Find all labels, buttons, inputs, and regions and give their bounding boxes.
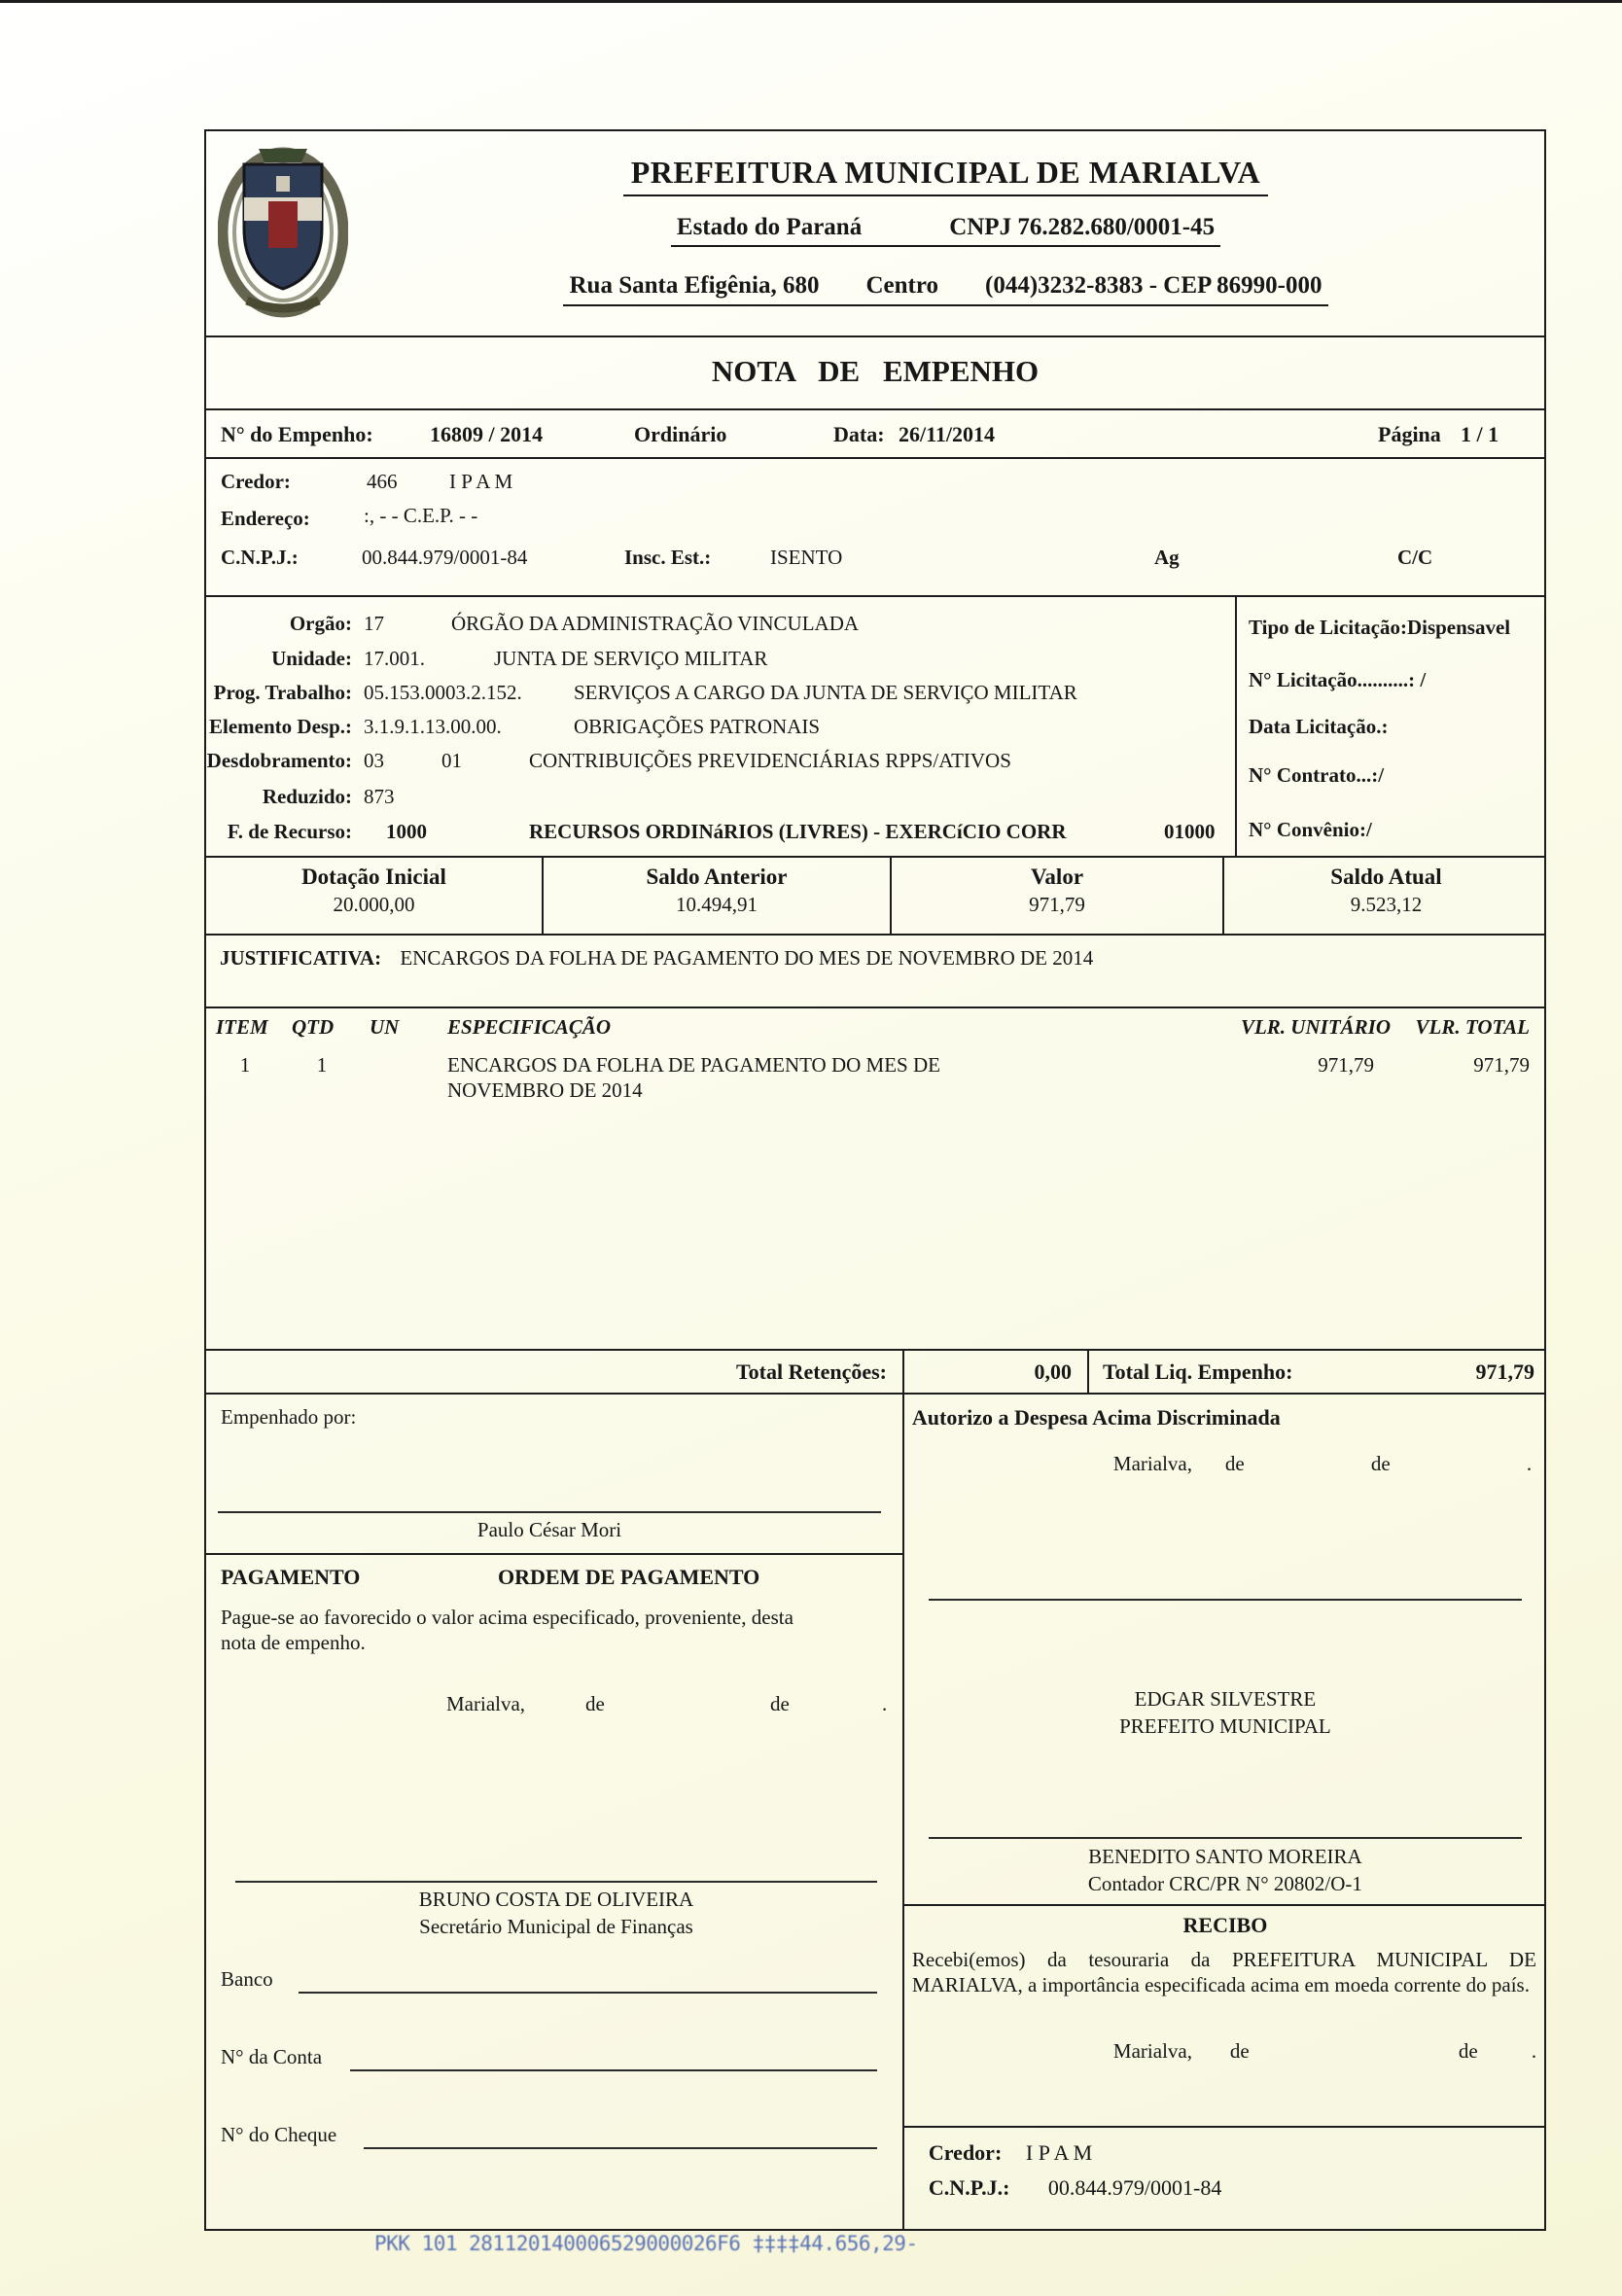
data-licitacao: Data Licitação.: xyxy=(1249,715,1389,738)
orgao-code: 17 xyxy=(364,612,384,635)
unidade-desc: JUNTA DE SERVIÇO MILITAR xyxy=(494,647,768,670)
empenho-number: 16809 / 2014 xyxy=(430,422,544,446)
recibo-credor-value: I P A M xyxy=(1025,2140,1093,2165)
endereco-value: :, - - C.E.P. - - xyxy=(364,504,478,527)
credor-block xyxy=(206,459,1544,597)
cell-un xyxy=(360,1052,436,1104)
saldos-col-anterior xyxy=(542,858,890,934)
signature-line xyxy=(235,1881,877,1883)
coat-of-arms-icon xyxy=(218,137,348,326)
agencia-label: Ag xyxy=(1154,546,1180,569)
saldos-col-valor xyxy=(890,858,1222,934)
fonte-recurso-aux-code: 01000 xyxy=(1164,820,1216,843)
desdobramento-desc: CONTRIBUIÇÕES PREVIDENCIÁRIAS RPPS/ATIVOS xyxy=(529,749,1011,772)
page-label: Página xyxy=(1378,422,1441,446)
empenho-date-label: Data: xyxy=(833,422,885,446)
desdobramento-code: 03 xyxy=(364,749,384,772)
recibo-cnpj-label: C.N.P.J.: xyxy=(928,2175,1010,2200)
recibo-credor-label: Credor: xyxy=(928,2140,1003,2165)
header-line2 xyxy=(671,212,1220,247)
fonte-recurso-label: F. de Recurso: xyxy=(227,820,352,843)
header-text xyxy=(362,131,1530,306)
desdobramento-code2: 01 xyxy=(441,749,462,772)
credor-label: Credor: xyxy=(221,470,291,493)
org-district: Centro xyxy=(865,272,938,300)
city-line-de: de xyxy=(770,1692,790,1715)
total-liquido-value: 971,79 xyxy=(1475,1359,1534,1384)
cell-vlr-unitario: 971,79 xyxy=(1318,1053,1374,1077)
fonte-recurso-code: 1000 xyxy=(386,820,427,843)
licitacao-box xyxy=(1235,597,1548,858)
empenho-date: 26/11/2014 xyxy=(899,422,996,446)
org-name: PREFEITURA MUNICIPAL DE MARIALVA xyxy=(623,153,1268,196)
signature-line xyxy=(929,1837,1522,1839)
desdobramento-label: Desdobramento: xyxy=(206,749,352,772)
header-line3 xyxy=(563,270,1327,305)
scan-edge-artifact xyxy=(0,0,1622,3)
cell-value: 10.494,91 xyxy=(676,892,758,916)
numero-cheque-label: N° do Cheque xyxy=(221,2123,337,2146)
bottom-right-column xyxy=(904,1395,1544,2229)
ordem-pagamento-title: ORDEM DE PAGAMENTO xyxy=(498,1565,760,1589)
column-header: Saldo Atual xyxy=(1330,865,1442,889)
saldos-col-atual xyxy=(1222,858,1548,934)
tipo-licitacao-value: Dispensavel xyxy=(1406,616,1511,639)
page-number: 1 / 1 xyxy=(1461,422,1499,446)
org-cnpj: CNPJ 76.282.680/0001-45 xyxy=(949,214,1216,240)
form-header xyxy=(206,131,1544,337)
city-line-dot: . xyxy=(1526,1452,1533,1475)
doc-title: NOTA DE EMPENHO xyxy=(711,354,1040,388)
column-header-un: UN xyxy=(370,1015,400,1039)
cell-value: 9.523,12 xyxy=(1350,892,1423,916)
conta-fill-line xyxy=(350,2069,877,2071)
cnpj-label: C.N.P.J.: xyxy=(221,546,299,569)
cell-vlr-total: 971,79 xyxy=(1473,1053,1530,1077)
fonte-recurso-desc: RECURSOS ORDINáRIOS (LIVRES) - EXERCíCIO CORR xyxy=(529,820,1067,843)
recibo-title: RECIBO xyxy=(1182,1913,1268,1937)
cnpj-value: 00.844.979/0001-84 xyxy=(362,546,528,569)
elemento-label: Elemento Desp.: xyxy=(209,715,352,738)
pagamento-text: Pague-se ao favorecido o valor acima especificado, proveniente, desta nota de empenho. xyxy=(221,1606,793,1655)
banco-fill-line xyxy=(299,1992,877,1994)
contador-name: BENEDITO SANTO MOREIRA xyxy=(1088,1845,1362,1868)
unidade-code: 17.001. xyxy=(364,647,425,670)
numero-licitacao: N° Licitação..........: / xyxy=(1249,668,1427,691)
city-line-city: Marialva, xyxy=(1112,2039,1192,2063)
numero-contrato: N° Contrato...:/ xyxy=(1249,763,1385,787)
secretario-name: BRUNO COSTA DE OLIVEIRA xyxy=(418,1888,694,1911)
column-header-item: ITEM xyxy=(216,1015,268,1039)
recibo-text: Recebi(emos) da tesouraria da PREFEITURA MUNICIPAL DE MARIALVA, a importância especificada acima em moeda corrente do país. xyxy=(911,1948,1536,1997)
state-label: Estado do Paraná xyxy=(676,214,863,240)
prefeito-name: EDGAR SILVESTRE xyxy=(1134,1687,1317,1711)
city-line-dot: . xyxy=(882,1692,888,1715)
column-header: Dotação Inicial xyxy=(301,865,446,889)
recibo-cnpj-value: 00.844.979/0001-84 xyxy=(1047,2175,1222,2200)
elemento-code: 3.1.9.1.13.00.00. xyxy=(364,715,502,738)
saldos-col-dotacao xyxy=(206,858,542,934)
total-retencoes-label: Total Retenções: xyxy=(206,1351,904,1393)
header-gap xyxy=(862,212,949,242)
org-phone-cep: (044)3232-8383 - CEP 86990-000 xyxy=(985,272,1322,300)
tipo-licitacao xyxy=(1249,615,1510,640)
prog-trabalho-code: 05.153.0003.2.152. xyxy=(364,681,522,704)
empenho-row xyxy=(206,410,1544,459)
column-header-especificacao: ESPECIFICAÇÃO xyxy=(447,1015,612,1039)
section-divider xyxy=(904,2126,1546,2128)
doc-title-bar xyxy=(206,337,1544,410)
secretario-role: Secretário Municipal de Finanças xyxy=(419,1915,693,1938)
itens-body xyxy=(206,1044,1544,1349)
reduzido-label: Reduzido: xyxy=(262,785,352,808)
insc-label: Insc. Est.: xyxy=(624,546,712,569)
cell-qtd: 1 xyxy=(316,1053,328,1077)
column-header-vlr-total: VLR. TOTAL xyxy=(1415,1015,1530,1039)
banco-label: Banco xyxy=(221,1967,273,1991)
endereco-label: Endereço: xyxy=(221,507,310,530)
unidade-label: Unidade: xyxy=(271,647,352,670)
header-gap xyxy=(938,270,985,300)
elemento-desc: OBRIGAÇÕES PATRONAIS xyxy=(574,715,821,738)
empenhado-por-label: Empenhado por: xyxy=(221,1405,357,1429)
totais-row xyxy=(206,1349,1544,1395)
prog-trabalho-label: Prog. Trabalho: xyxy=(213,681,352,704)
city-line-de: de xyxy=(1224,1452,1245,1475)
total-retencoes-value: 0,00 xyxy=(904,1351,1089,1393)
signature-line xyxy=(929,1599,1522,1601)
empenho-number-label: N° do Empenho: xyxy=(221,422,373,446)
contador-role: Contador CRC/PR N° 20802/O-1 xyxy=(1087,1872,1362,1895)
nota-de-empenho-form xyxy=(204,129,1546,2231)
credor-name: I P A M xyxy=(449,470,513,493)
empenho-type: Ordinário xyxy=(634,422,727,446)
itens-header-row xyxy=(206,1008,1544,1044)
bottom-left-column xyxy=(206,1395,904,2229)
orgao-desc: ÓRGÃO DA ADMINISTRAÇÃO VINCULADA xyxy=(451,612,860,635)
cell-value: 20.000,00 xyxy=(333,892,415,916)
conta-corrente-label: C/C xyxy=(1397,546,1433,569)
column-header: Valor xyxy=(1030,865,1084,889)
bank-authentication-print: PKK 101 281120140006529000026F6 ‡‡‡‡44.656,29- xyxy=(374,2232,918,2255)
section-divider xyxy=(206,1553,904,1555)
city-line-city: Marialva, xyxy=(446,1692,526,1715)
city-line-de: de xyxy=(1229,2039,1250,2063)
numero-conta-label: N° da Conta xyxy=(221,2045,323,2068)
empenhado-signature-name: Paulo César Mori xyxy=(476,1518,622,1541)
orgao-label: Orgão: xyxy=(289,612,352,635)
prefeito-role: PREFEITO MUNICIPAL xyxy=(1119,1714,1331,1738)
city-line-dot: . xyxy=(1531,2039,1537,2063)
section-divider xyxy=(904,1904,1546,1906)
column-header: Saldo Anterior xyxy=(646,865,788,889)
city-line-de: de xyxy=(585,1692,605,1715)
column-header-qtd: QTD xyxy=(292,1015,335,1039)
signature-line xyxy=(218,1511,881,1513)
city-line-de: de xyxy=(1458,2039,1478,2063)
justificativa-text: ENCARGOS DA FOLHA DE PAGAMENTO DO MES DE NOVEMBRO DE 2014 xyxy=(400,946,1094,970)
header-gap xyxy=(819,270,865,300)
table-row xyxy=(206,1044,1544,1104)
credor-code: 466 xyxy=(367,470,398,493)
bottom-area xyxy=(206,1395,1544,2229)
reduzido-value: 873 xyxy=(364,785,395,808)
autorizo-title: Autorizo a Despesa Acima Discriminada xyxy=(911,1405,1281,1430)
org-street: Rua Santa Efigênia, 680 xyxy=(569,272,820,300)
cheque-fill-line xyxy=(364,2147,877,2149)
saldos-table xyxy=(206,858,1544,936)
justificativa-label: JUSTIFICATIVA: xyxy=(220,946,382,970)
column-header-vlr-unitario: VLR. UNITÁRIO xyxy=(1240,1015,1391,1039)
insc-value: ISENTO xyxy=(770,546,843,569)
city-line-de: de xyxy=(1370,1452,1391,1475)
total-liquido-label: Total Liq. Empenho: xyxy=(1103,1359,1293,1384)
pagamento-title: PAGAMENTO xyxy=(221,1565,361,1589)
cell-value: 971,79 xyxy=(1029,892,1085,916)
justificativa-block xyxy=(206,936,1544,1008)
classificacao-block xyxy=(206,597,1544,858)
prog-trabalho-desc: SERVIÇOS A CARGO DA JUNTA DE SERVIÇO MILITAR xyxy=(574,681,1077,704)
tipo-licitacao-label: Tipo de Licitação: xyxy=(1249,616,1407,639)
city-line-city: Marialva, xyxy=(1112,1452,1192,1475)
cell-item: 1 xyxy=(239,1053,251,1077)
numero-convenio: N° Convênio:/ xyxy=(1249,818,1372,841)
cell-especificacao: ENCARGOS DA FOLHA DE PAGAMENTO DO MES DE NOVEMBRO DE 2014 xyxy=(447,1053,940,1103)
